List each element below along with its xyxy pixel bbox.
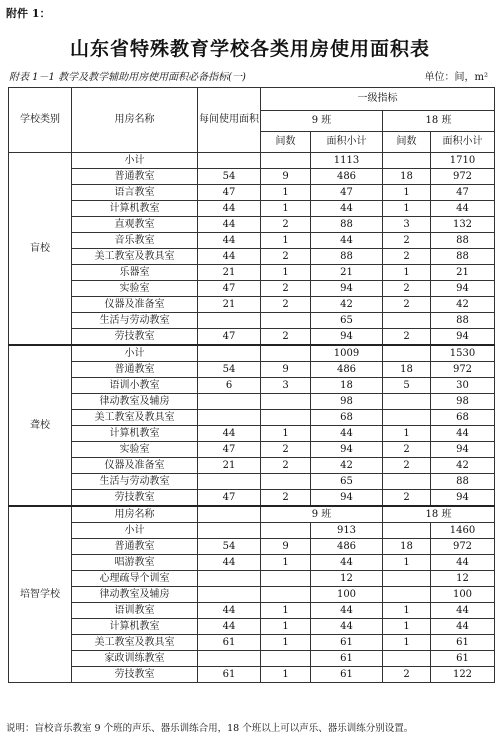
row-n18: 2 (383, 490, 431, 507)
row-a9: 61 (311, 635, 383, 651)
row-area (198, 474, 261, 490)
row-n18: 1 (383, 619, 431, 635)
row-a9: 47 (311, 185, 383, 201)
row-n18: 1 (383, 555, 431, 571)
row-n9: 1 (261, 185, 311, 201)
header-rooms-18: 间数 (383, 132, 431, 153)
row-name: 语训教室 (72, 603, 198, 619)
row-n9: 1 (261, 635, 311, 651)
table-row (9, 362, 495, 378)
row-area: 61 (198, 667, 261, 683)
area-table (8, 87, 495, 683)
row-a18: 44 (431, 426, 495, 442)
header-per-room-area: 每间使用面积 (198, 88, 261, 153)
table-row (9, 265, 495, 281)
row-n9: 1 (261, 619, 311, 635)
header-rooms-9: 间数 (261, 132, 311, 153)
row-a18: 61 (431, 651, 495, 667)
row-n18: 2 (383, 297, 431, 313)
table-row (9, 297, 495, 313)
row-n9 (261, 474, 311, 490)
row-n18: 1 (383, 265, 431, 281)
row-n9: 2 (261, 329, 311, 346)
header-9-classes: 9 班 (261, 111, 383, 132)
row-name: 美工教室及教具室 (72, 635, 198, 651)
table-row (9, 442, 495, 458)
row-name: 家政训练教室 (72, 651, 198, 667)
row-a9: 1113 (311, 153, 383, 169)
row-a9: 44 (311, 603, 383, 619)
row-a18: 94 (431, 281, 495, 297)
row-area: 54 (198, 362, 261, 378)
row-area: 44 (198, 249, 261, 265)
row-name: 普通教室 (72, 539, 198, 555)
row-n18 (383, 410, 431, 426)
row-area: 54 (198, 169, 261, 185)
row-n18: 3 (383, 217, 431, 233)
row-name: 仪器及准备室 (72, 297, 198, 313)
row-a18: 68 (431, 410, 495, 426)
row-n9 (261, 410, 311, 426)
row-n18: 1 (383, 185, 431, 201)
row-name: 仪器及准备室 (72, 458, 198, 474)
row-a18: 94 (431, 442, 495, 458)
row-name: 音乐教室 (72, 233, 198, 249)
table-row (9, 571, 495, 587)
sub-header-room-name: 用房名称 (72, 506, 198, 523)
row-a9: 44 (311, 233, 383, 249)
row-area: 44 (198, 426, 261, 442)
row-n18 (383, 651, 431, 667)
table-row (9, 249, 495, 265)
row-n18: 18 (383, 169, 431, 185)
row-area (198, 345, 261, 362)
footnote: 说明：盲校音乐教室 9 个班的声乐、器乐训练合用，18 个班以上可以声乐、器乐训练分别设置。 (6, 723, 414, 734)
row-a9: 94 (311, 490, 383, 507)
header-18-classes: 18 班 (383, 111, 495, 132)
row-a18: 42 (431, 458, 495, 474)
row-a18: 30 (431, 378, 495, 394)
row-area: 47 (198, 185, 261, 201)
row-a9: 913 (311, 523, 383, 539)
row-a9: 1009 (311, 345, 383, 362)
row-a9: 68 (311, 410, 383, 426)
row-n18: 5 (383, 378, 431, 394)
row-a9: 88 (311, 249, 383, 265)
row-n9: 9 (261, 169, 311, 185)
row-name: 唱游教室 (72, 555, 198, 571)
row-area (198, 153, 261, 169)
row-n9: 3 (261, 378, 311, 394)
table-row (9, 233, 495, 249)
row-n9 (261, 345, 311, 362)
row-name: 生活与劳动教室 (72, 474, 198, 490)
row-a9: 65 (311, 313, 383, 329)
row-name: 生活与劳动教室 (72, 313, 198, 329)
row-a9: 42 (311, 297, 383, 313)
row-a18: 44 (431, 619, 495, 635)
row-a9: 100 (311, 587, 383, 603)
table-row (9, 458, 495, 474)
row-area (198, 651, 261, 667)
row-area: 21 (198, 458, 261, 474)
header-first-level: 一级指标 (261, 88, 495, 111)
row-n9: 2 (261, 297, 311, 313)
row-area: 54 (198, 539, 261, 555)
row-a18: 42 (431, 297, 495, 313)
row-a18: 88 (431, 249, 495, 265)
table-row (9, 603, 495, 619)
row-a18: 972 (431, 362, 495, 378)
row-name: 律动教室及辅房 (72, 587, 198, 603)
row-n9: 1 (261, 555, 311, 571)
row-n18 (383, 587, 431, 603)
header-area-subtotal-9: 面积小计 (311, 132, 383, 153)
row-name: 直观教室 (72, 217, 198, 233)
row-a18: 1530 (431, 345, 495, 362)
row-a9: 65 (311, 474, 383, 490)
row-name: 小计 (72, 523, 198, 539)
row-a18: 100 (431, 587, 495, 603)
table-row (9, 667, 495, 683)
row-name: 美工教室及教具室 (72, 410, 198, 426)
row-a18: 132 (431, 217, 495, 233)
row-n18: 2 (383, 458, 431, 474)
table-row (9, 313, 495, 329)
row-n18 (383, 394, 431, 410)
row-a9: 94 (311, 442, 383, 458)
row-n9: 9 (261, 539, 311, 555)
sub-header-18-classes: 18 班 (383, 506, 495, 523)
row-a18: 61 (431, 635, 495, 651)
row-a18: 44 (431, 555, 495, 571)
row-area (198, 394, 261, 410)
page-title: 山东省特殊教育学校各类用房使用面积表 (69, 38, 430, 60)
table-row (9, 410, 495, 426)
table-row (9, 619, 495, 635)
row-area: 44 (198, 619, 261, 635)
row-area: 21 (198, 265, 261, 281)
row-name: 劳技教室 (72, 490, 198, 507)
table-row (9, 185, 495, 201)
row-a18: 1710 (431, 153, 495, 169)
row-name: 心理疏导个训室 (72, 571, 198, 587)
row-a9: 486 (311, 539, 383, 555)
row-name: 语训小教室 (72, 378, 198, 394)
row-a18: 98 (431, 394, 495, 410)
attachment-label: 附件 1： (6, 7, 51, 20)
row-n18 (383, 345, 431, 362)
table-row (9, 490, 495, 507)
row-name: 语言教室 (72, 185, 198, 201)
row-area: 44 (198, 201, 261, 217)
row-name: 律动教室及辅房 (72, 394, 198, 410)
row-n9: 2 (261, 490, 311, 507)
table-row (9, 426, 495, 442)
row-area: 47 (198, 442, 261, 458)
row-n18: 18 (383, 539, 431, 555)
row-n18: 2 (383, 233, 431, 249)
row-a18: 47 (431, 185, 495, 201)
row-a9: 18 (311, 378, 383, 394)
row-name: 普通教室 (72, 362, 198, 378)
row-area: 44 (198, 555, 261, 571)
unit-label: 单位：间，m² (424, 72, 488, 83)
row-n9: 1 (261, 201, 311, 217)
row-a18: 88 (431, 474, 495, 490)
category-mr-school: 培智学校 (9, 506, 72, 683)
row-name: 劳技教室 (72, 667, 198, 683)
row-n9 (261, 571, 311, 587)
row-a18: 88 (431, 313, 495, 329)
table-row (9, 329, 495, 346)
row-area: 47 (198, 329, 261, 346)
row-n18: 1 (383, 635, 431, 651)
row-a9: 12 (311, 571, 383, 587)
row-n9: 2 (261, 281, 311, 297)
row-n9 (261, 394, 311, 410)
row-a9: 61 (311, 651, 383, 667)
row-a9: 88 (311, 217, 383, 233)
row-a9: 44 (311, 619, 383, 635)
row-a18: 94 (431, 329, 495, 346)
row-name: 劳技教室 (72, 329, 198, 346)
row-a9: 94 (311, 329, 383, 346)
table-row (9, 635, 495, 651)
row-area: 61 (198, 635, 261, 651)
header-room-name: 用房名称 (72, 88, 198, 153)
table-row (9, 201, 495, 217)
table-row (9, 474, 495, 490)
row-area (198, 587, 261, 603)
row-name: 计算机教室 (72, 426, 198, 442)
row-n18: 2 (383, 667, 431, 683)
row-name: 小计 (72, 345, 198, 362)
row-n18: 1 (383, 426, 431, 442)
sub-header-blank (198, 506, 261, 523)
row-n18: 1 (383, 201, 431, 217)
row-a9: 94 (311, 281, 383, 297)
row-area (198, 313, 261, 329)
row-n18 (383, 153, 431, 169)
category-blind-school: 盲校 (9, 153, 72, 346)
category-deaf-school: 聋校 (9, 345, 72, 506)
row-n9 (261, 313, 311, 329)
row-a18: 972 (431, 169, 495, 185)
header-area-subtotal-18: 面积小计 (431, 132, 495, 153)
table-row (9, 217, 495, 233)
table-row (9, 523, 495, 539)
row-a9: 44 (311, 426, 383, 442)
row-area (198, 523, 261, 539)
row-n9: 2 (261, 442, 311, 458)
row-a18: 44 (431, 603, 495, 619)
row-n9: 1 (261, 426, 311, 442)
row-name: 实验室 (72, 442, 198, 458)
row-n18: 2 (383, 329, 431, 346)
row-area (198, 410, 261, 426)
table-row (9, 169, 495, 185)
row-area: 47 (198, 281, 261, 297)
row-n18: 18 (383, 362, 431, 378)
row-n9: 1 (261, 667, 311, 683)
row-a18: 12 (431, 571, 495, 587)
table-row (9, 378, 495, 394)
table-row (9, 555, 495, 571)
header-school-type: 学校类别 (9, 88, 72, 153)
row-n9 (261, 523, 311, 539)
row-a9: 44 (311, 201, 383, 217)
row-a18: 88 (431, 233, 495, 249)
row-n9: 1 (261, 233, 311, 249)
row-n18 (383, 571, 431, 587)
row-n18: 2 (383, 442, 431, 458)
row-area: 6 (198, 378, 261, 394)
row-n9 (261, 651, 311, 667)
row-n9: 1 (261, 265, 311, 281)
row-a18: 1460 (431, 523, 495, 539)
row-name: 普通教室 (72, 169, 198, 185)
table-row (9, 651, 495, 667)
row-name: 实验室 (72, 281, 198, 297)
row-n9: 2 (261, 217, 311, 233)
row-a9: 486 (311, 169, 383, 185)
row-name: 计算机教室 (72, 619, 198, 635)
row-a9: 44 (311, 555, 383, 571)
row-name: 乐器室 (72, 265, 198, 281)
sub-header-9-classes: 9 班 (261, 506, 383, 523)
row-n18: 2 (383, 249, 431, 265)
row-a9: 21 (311, 265, 383, 281)
row-n9 (261, 587, 311, 603)
row-a9: 486 (311, 362, 383, 378)
table-row (9, 394, 495, 410)
row-area: 44 (198, 603, 261, 619)
row-n9: 9 (261, 362, 311, 378)
row-a18: 21 (431, 265, 495, 281)
row-n18 (383, 313, 431, 329)
row-n18: 2 (383, 281, 431, 297)
row-a9: 42 (311, 458, 383, 474)
row-a18: 122 (431, 667, 495, 683)
row-area: 44 (198, 233, 261, 249)
row-name: 小计 (72, 153, 198, 169)
table-caption: 附表 1－1 教学及教学辅助用房使用面积必备指标(一) (9, 72, 246, 83)
row-n18 (383, 523, 431, 539)
row-area (198, 571, 261, 587)
row-n9: 2 (261, 249, 311, 265)
row-a18: 44 (431, 201, 495, 217)
row-n18 (383, 474, 431, 490)
row-a9: 61 (311, 667, 383, 683)
row-n9: 1 (261, 603, 311, 619)
table-row (9, 587, 495, 603)
row-area: 44 (198, 217, 261, 233)
table-row (9, 281, 495, 297)
row-a18: 972 (431, 539, 495, 555)
row-a18: 94 (431, 490, 495, 507)
row-name: 美工教室及教具室 (72, 249, 198, 265)
row-n9: 2 (261, 458, 311, 474)
row-n18: 1 (383, 603, 431, 619)
row-a9: 98 (311, 394, 383, 410)
row-area: 21 (198, 297, 261, 313)
row-name: 计算机教室 (72, 201, 198, 217)
row-area: 47 (198, 490, 261, 507)
table-row (9, 539, 495, 555)
row-n9 (261, 153, 311, 169)
